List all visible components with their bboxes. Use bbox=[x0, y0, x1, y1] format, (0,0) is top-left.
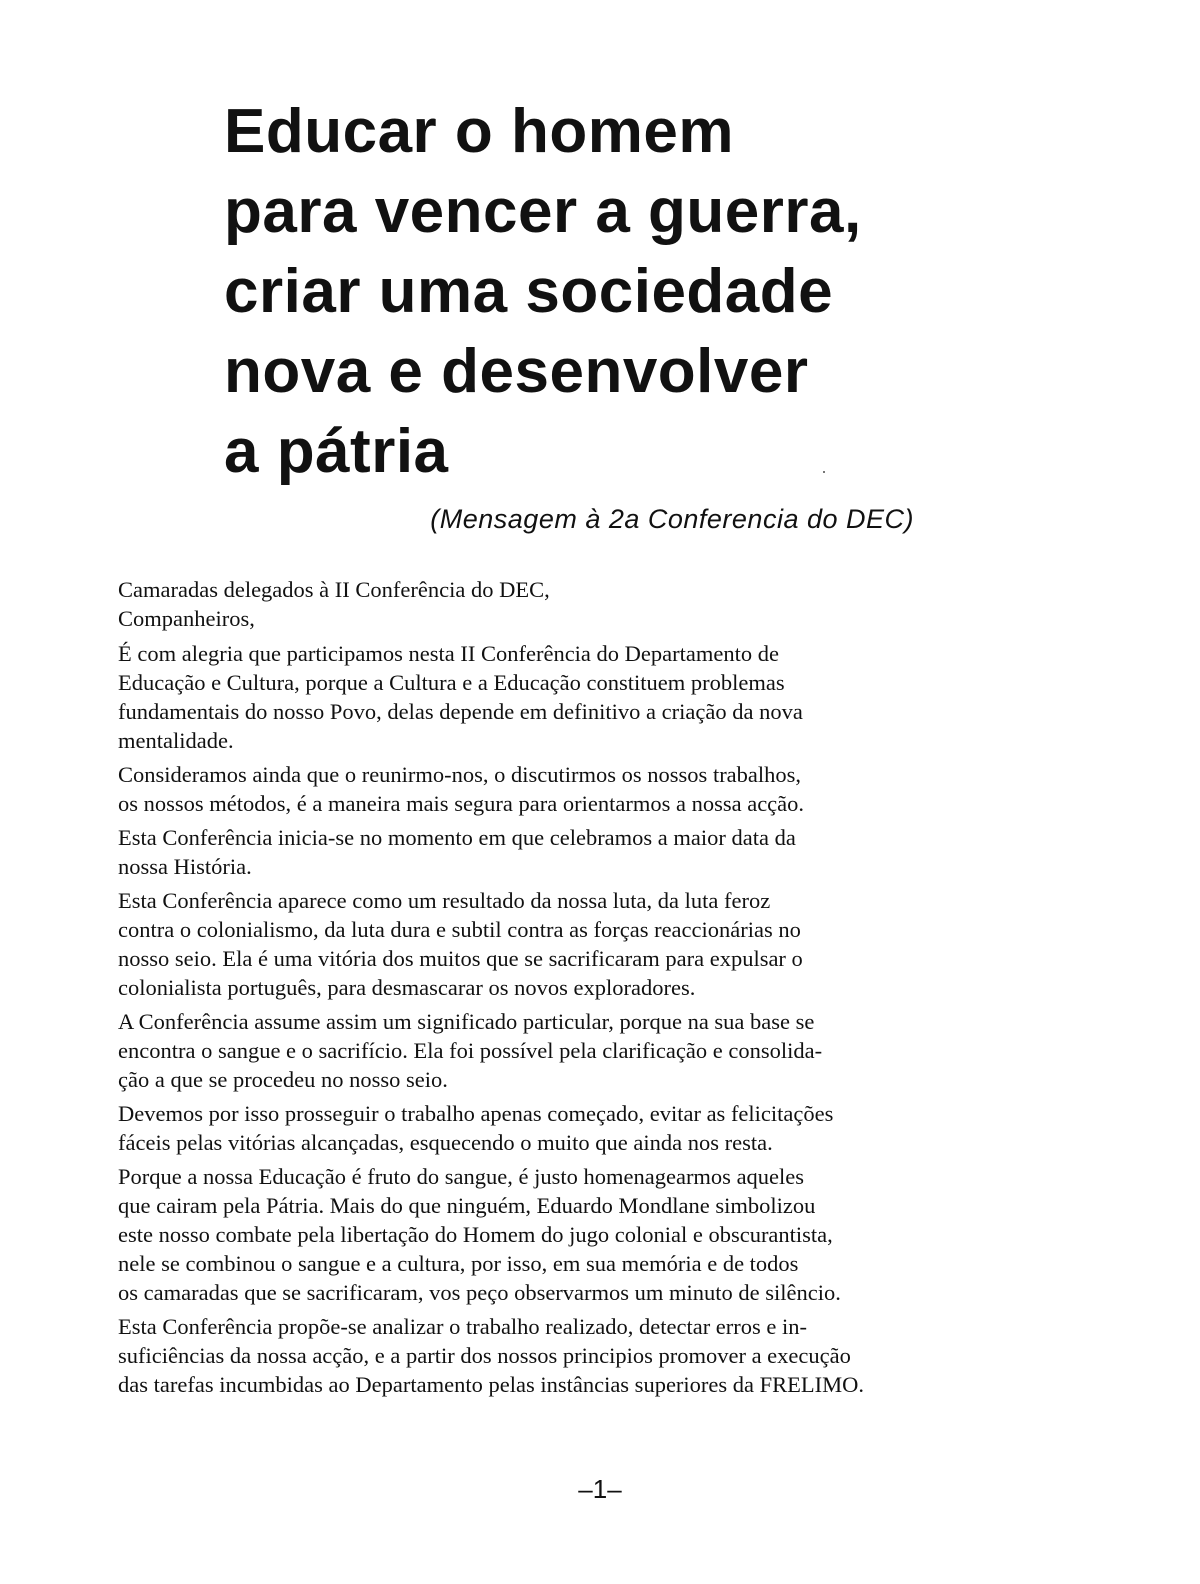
paragraph-line: nosso seio. Ela é uma vitória dos muitos que se sacrificaram para expulsar o bbox=[118, 946, 803, 971]
paragraph bbox=[118, 886, 1038, 1002]
paragraph-line: Esta Conferência inicia-se no momento em que celebramos a maior data da bbox=[118, 825, 796, 850]
paragraph-line: fundamentais do nosso Povo, delas depende em definitivo a criação da nova bbox=[118, 699, 803, 724]
paragraph-line: que cairam pela Pátria. Mais do que ninguém, Eduardo Mondlane simbolizou bbox=[118, 1193, 816, 1218]
paragraph-line: fáceis pelas vitórias alcançadas, esquecendo o muito que ainda nos resta. bbox=[118, 1130, 773, 1155]
paragraph bbox=[118, 1007, 1038, 1094]
paragraph bbox=[118, 760, 1038, 818]
paragraph-line: É com alegria que participamos nesta II Conferência do Departamento de bbox=[118, 641, 779, 666]
paragraph-line: encontra o sangue e o sacrifício. Ela foi possível pela clarificação e consolida- bbox=[118, 1038, 823, 1063]
scan-speck bbox=[823, 471, 825, 473]
paragraph-line: Educação e Cultura, porque a Cultura e a Educação constituem problemas bbox=[118, 670, 785, 695]
title-line: criar uma sociedade bbox=[224, 257, 834, 326]
title-line: Educar o homem bbox=[224, 97, 734, 166]
paragraph-line: ção a que se procedeu no nosso seio. bbox=[118, 1067, 448, 1092]
paragraph bbox=[118, 1162, 1038, 1307]
paragraph-line: este nosso combate pela libertação do Homem do jugo colonial e obscurantista, bbox=[118, 1222, 833, 1247]
paragraph-line: os camaradas que se sacrificaram, vos peço observarmos um minuto de silêncio. bbox=[118, 1280, 841, 1305]
document-subtitle: (Mensagem à 2a Conferencia do DEC) bbox=[430, 504, 914, 534]
paragraph bbox=[118, 639, 1038, 755]
paragraph-line: Porque a nossa Educação é fruto do sangue, é justo homenagearmos aqueles bbox=[118, 1164, 805, 1189]
title-line: a pátria bbox=[224, 417, 449, 486]
paragraph-line: das tarefas incumbidas ao Departamento pelas instâncias superiores da FRELIMO. bbox=[118, 1372, 865, 1397]
paragraph-line: Devemos por isso prosseguir o trabalho apenas começado, evitar as felicitações bbox=[118, 1101, 834, 1126]
paragraph bbox=[118, 823, 1038, 881]
title-line: nova e desenvolver bbox=[224, 337, 809, 406]
paragraph-line: mentalidade. bbox=[118, 728, 234, 753]
paragraph-line: nele se combinou o sangue e a cultura, por isso, em sua memória e de todos bbox=[118, 1251, 799, 1276]
salutation bbox=[118, 575, 1038, 633]
title-line: para vencer a guerra, bbox=[224, 177, 862, 246]
paragraph bbox=[118, 1099, 1038, 1157]
page-number: –1– bbox=[578, 1474, 622, 1504]
paragraph-line: Consideramos ainda que o reunirmo-nos, o discutirmos os nossos trabalhos, bbox=[118, 762, 802, 787]
paragraph-line: Esta Conferência aparece como um resultado da nossa luta, da luta feroz bbox=[118, 888, 771, 913]
salutation-line: Camaradas delegados à II Conferência do DEC, bbox=[118, 577, 550, 602]
salutation-line: Companheiros, bbox=[118, 606, 255, 631]
paragraph-line: nossa História. bbox=[118, 854, 252, 879]
document-title bbox=[224, 92, 984, 492]
paragraph-line: colonialista português, para desmascarar os novos exploradores. bbox=[118, 975, 696, 1000]
document-body bbox=[118, 575, 1038, 1404]
paragraph-line: Esta Conferência propõe-se analizar o trabalho realizado, detectar erros e in- bbox=[118, 1314, 808, 1339]
paragraph-line: os nossos métodos, é a maneira mais segura para orientarmos a nossa acção. bbox=[118, 791, 805, 816]
paragraph bbox=[118, 1312, 1038, 1399]
paragraph-line: suficiências da nossa acção, e a partir dos nossos principios promover a execução bbox=[118, 1343, 851, 1368]
paragraph-line: contra o colonialismo, da luta dura e subtil contra as forças reaccionárias no bbox=[118, 917, 801, 942]
paragraph-line: A Conferência assume assim um significado particular, porque na sua base se bbox=[118, 1009, 815, 1034]
